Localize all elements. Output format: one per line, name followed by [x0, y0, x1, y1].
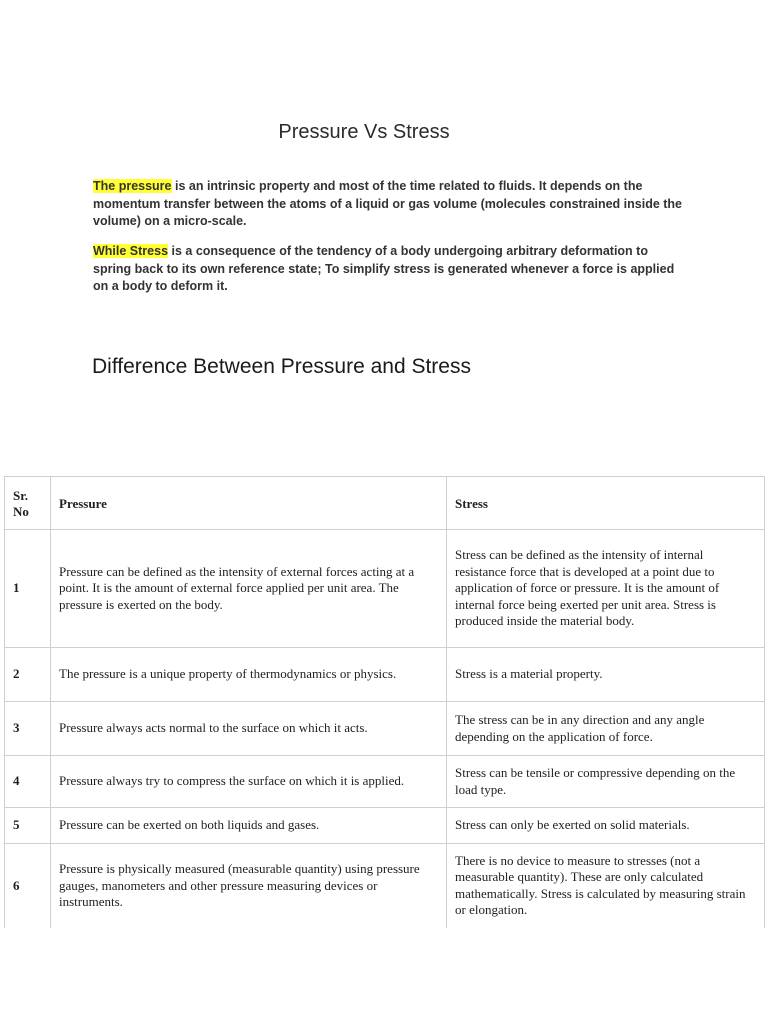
row-number: 5 [5, 808, 51, 844]
intro-stress-text: is a consequence of the tendency of a body undergoing arbitrary deformation to spring back to its own reference state; To simplify stress is generated whenever a force is applied on a body to deform it. [93, 244, 675, 293]
stress-cell: The stress can be in any direction and any angle depending on the application of force. [447, 702, 765, 756]
pressure-cell: Pressure can be exerted on both liquids and gases. [51, 808, 447, 844]
header-pressure: Pressure [51, 477, 447, 530]
highlight-pressure: The pressure [93, 179, 172, 193]
stress-cell: Stress can be defined as the intensity of internal resistance force that is developed at a point due to application of force or pressure. It is the amount of internal force being exerted per unit area. Stress is produced inside the material body. [447, 530, 765, 648]
page-title: Pressure Vs Stress [278, 121, 450, 143]
comparison-table [4, 476, 765, 928]
intro-paragraph-pressure [93, 178, 683, 231]
table-row [5, 702, 765, 756]
stress-cell: Stress is a material property. [447, 648, 765, 702]
header-sr-no: Sr. No [5, 477, 51, 530]
intro-pressure-text: is an intrinsic property and most of the time related to fluids. It depends on the momentum transfer between the atoms of a liquid or gas volume (molecules constrained inside the volume) on a micro-scale. [93, 179, 683, 228]
row-number: 1 [5, 530, 51, 648]
table-row [5, 530, 765, 648]
stress-cell: Stress can only be exerted on solid materials. [447, 808, 765, 844]
row-number: 4 [5, 756, 51, 808]
row-number: 2 [5, 648, 51, 702]
pressure-cell: Pressure always try to compress the surface on which it is applied. [51, 756, 447, 808]
header-stress: Stress [447, 477, 765, 530]
pressure-cell: Pressure can be defined as the intensity of external forces acting at a point. It is the amount of external force applied per unit area. The pressure is exerted on the body. [51, 530, 447, 648]
section-heading: Difference Between Pressure and Stress [92, 355, 471, 378]
table-row [5, 808, 765, 844]
pressure-cell: The pressure is a unique property of thermodynamics or physics. [51, 648, 447, 702]
table-row [5, 756, 765, 808]
intro-paragraph-stress [93, 243, 683, 296]
pressure-cell: Pressure is physically measured (measurable quantity) using pressure gauges, manometers and other pressure measuring devices or instruments. [51, 844, 447, 928]
stress-cell: Stress can be tensile or compressive depending on the load type. [447, 756, 765, 808]
pressure-cell: Pressure always acts normal to the surface on which it acts. [51, 702, 447, 756]
row-number: 6 [5, 844, 51, 928]
row-number: 3 [5, 702, 51, 756]
table-header-row [5, 477, 765, 530]
stress-cell: There is no device to measure to stresses (not a measurable quantity). These are only calculated mathematically. Stress is calculated by measuring strain or elongation. [447, 844, 765, 928]
table-row [5, 844, 765, 928]
table-row [5, 648, 765, 702]
highlight-stress: While Stress [93, 244, 169, 258]
